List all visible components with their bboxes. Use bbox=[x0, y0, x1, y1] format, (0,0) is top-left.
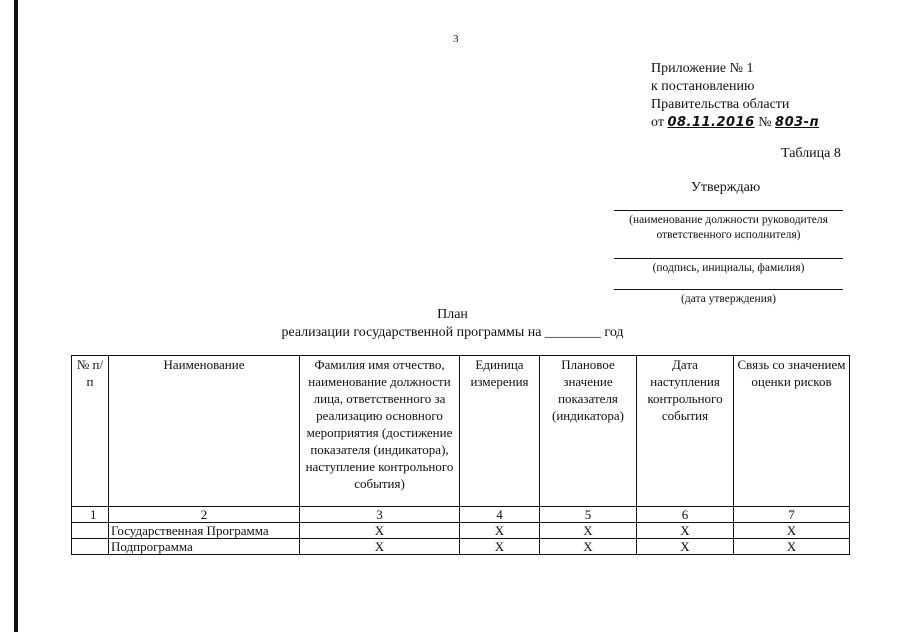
table-header-row bbox=[72, 356, 850, 507]
position-line bbox=[614, 210, 843, 211]
column-number: 5 bbox=[540, 507, 637, 523]
column-number: 1 bbox=[72, 507, 109, 523]
row-number bbox=[72, 523, 109, 539]
header-responsible: Фамилия имя отчество, наименование должности лица, ответственного за реализацию основного мероприятия (достижение показателя (индикатора), наступление контрольного события) bbox=[300, 356, 460, 507]
appendix-title: Приложение № 1 bbox=[651, 61, 754, 76]
header-number: № п/п bbox=[72, 356, 109, 507]
approval-date-line bbox=[614, 289, 843, 290]
column-number: 7 bbox=[734, 507, 850, 523]
table-row bbox=[72, 539, 850, 555]
header-name: Наименование bbox=[109, 356, 300, 507]
column-number: 6 bbox=[637, 507, 734, 523]
table-cell: X bbox=[540, 539, 637, 555]
handwritten-number: 803-п bbox=[775, 115, 820, 130]
column-number-row bbox=[72, 507, 850, 523]
plan-table bbox=[71, 355, 850, 555]
page-number: 3 bbox=[453, 33, 459, 45]
plan-subtitle: реализации государственной программы на ________ год bbox=[281, 325, 624, 340]
position-caption: (наименование должности руководителя ответственного исполнителя) bbox=[629, 214, 828, 241]
approval-date-caption: (дата утверждения) bbox=[681, 293, 776, 305]
table-cell: X bbox=[300, 539, 460, 555]
handwritten-date: 08.11.2016 bbox=[667, 115, 755, 130]
signature-caption: (подпись, инициалы, фамилия) bbox=[652, 262, 805, 274]
header-event-date: Дата наступления контрольного события bbox=[637, 356, 734, 507]
number-sign: № bbox=[758, 115, 772, 130]
table-cell: X bbox=[734, 523, 850, 539]
appendix-resolution: к постановлению bbox=[651, 79, 755, 94]
header-planned-value: Плановое значение показателя (индикатора) bbox=[540, 356, 637, 507]
table-cell: X bbox=[540, 523, 637, 539]
table-cell: X bbox=[460, 523, 540, 539]
signature-line bbox=[614, 258, 843, 259]
appendix-block bbox=[651, 60, 819, 132]
row-number bbox=[72, 539, 109, 555]
table-cell: X bbox=[637, 539, 734, 555]
table-row bbox=[72, 523, 850, 539]
date-prefix: от bbox=[651, 115, 664, 130]
row-name: Государственная Программа bbox=[109, 523, 300, 539]
header-unit: Единица измерения bbox=[460, 356, 540, 507]
table-number: Таблица 8 bbox=[781, 146, 841, 161]
table-cell: X bbox=[460, 539, 540, 555]
table-cell: X bbox=[637, 523, 734, 539]
column-number: 3 bbox=[300, 507, 460, 523]
table-cell: X bbox=[300, 523, 460, 539]
appendix-date-line bbox=[651, 114, 819, 132]
plan-title: План bbox=[437, 307, 468, 322]
column-number: 4 bbox=[460, 507, 540, 523]
row-name: Подпрограмма bbox=[109, 539, 300, 555]
table-cell: X bbox=[734, 539, 850, 555]
column-number: 2 bbox=[109, 507, 300, 523]
header-risk-link: Связь со значением оценки рисков bbox=[734, 356, 850, 507]
appendix-government: Правительства области bbox=[651, 97, 790, 112]
approval-title: Утверждаю bbox=[691, 180, 761, 195]
